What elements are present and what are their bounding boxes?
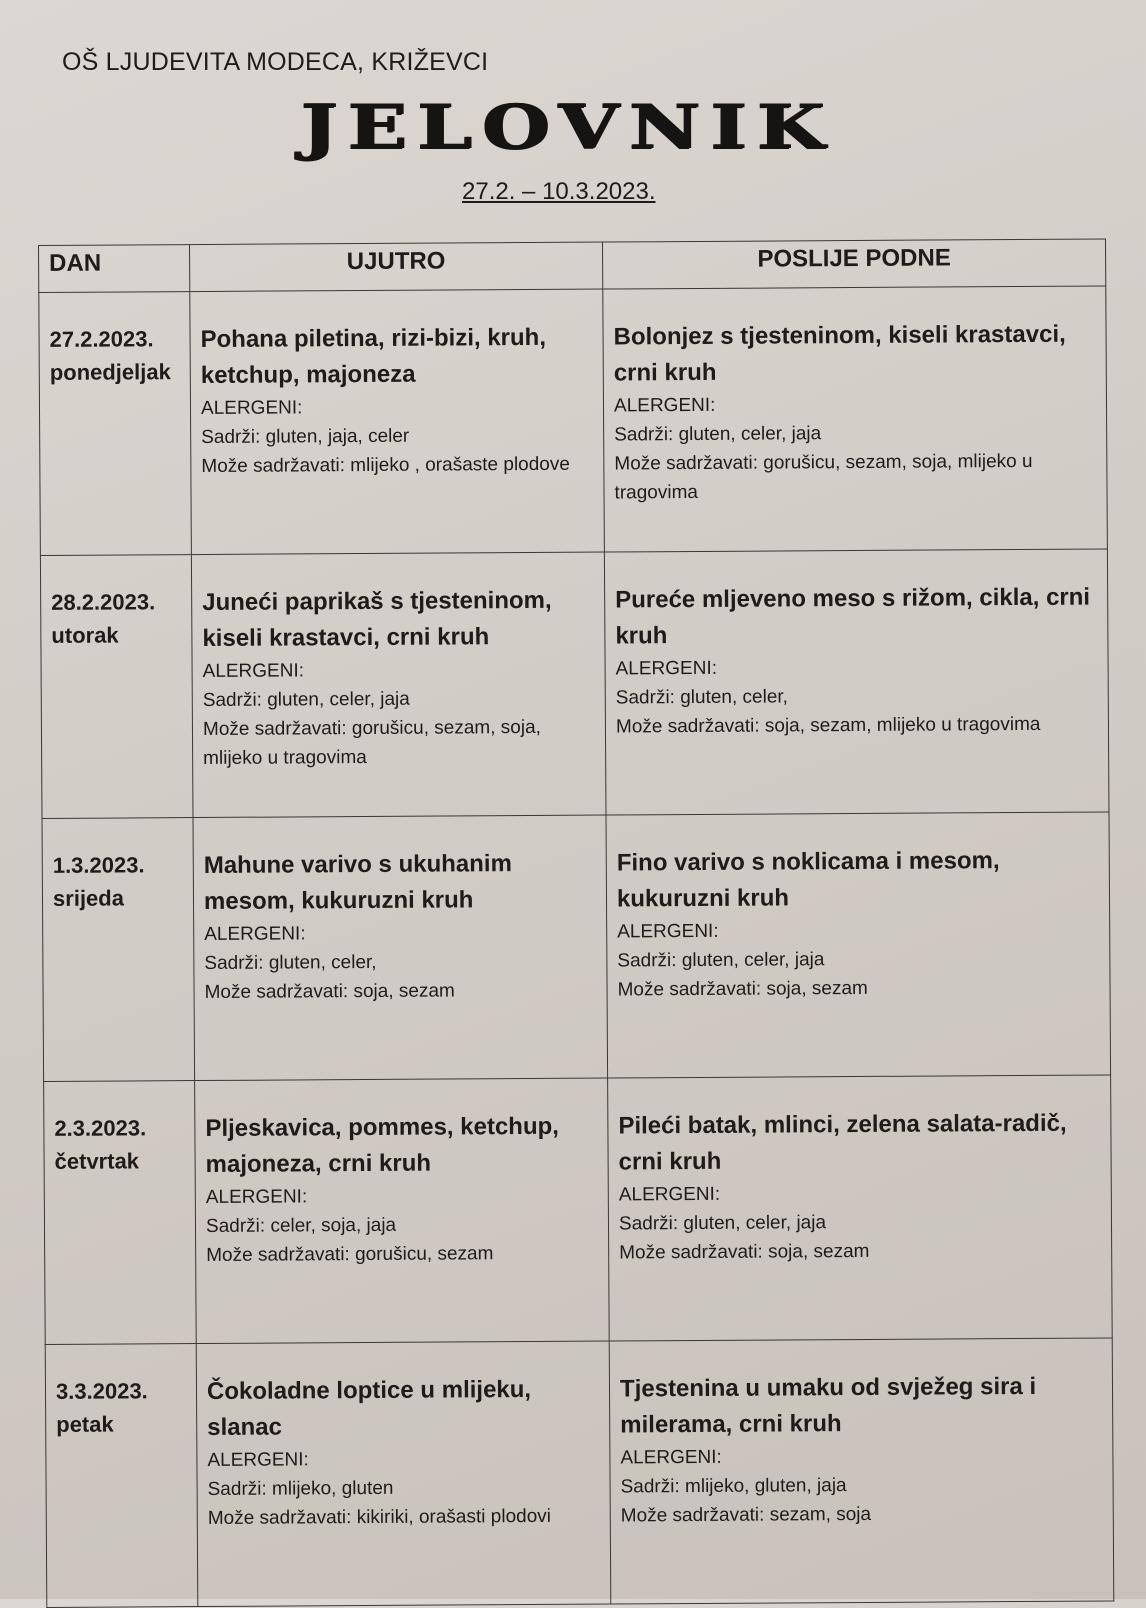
allergens-label: ALERGENI: <box>618 1183 721 1206</box>
day-cell <box>45 1344 198 1608</box>
allergens-label: ALERGENI: <box>205 1186 308 1208</box>
day-cell <box>44 1081 197 1345</box>
afternoon-cell <box>608 1075 1113 1341</box>
allergens-may-contain: Može sadržavati: sezam, soja <box>620 1503 872 1527</box>
allergens-may-contain: Može sadržavati: kikiriki, orašasti plodovi <box>207 1505 552 1529</box>
allergens-contains: Sadrži: mlijeko, gluten, jaja <box>620 1475 847 1498</box>
allergens-contains: Sadrži: celer, soja, jaja <box>205 1214 397 1237</box>
allergens-may-contain: Može sadržavati: soja, sezam <box>617 977 868 1001</box>
morning-cell <box>193 815 608 1081</box>
menu-period: 27.2. – 10.3.2023. <box>462 178 656 205</box>
page-title: JELOVNIK <box>300 92 834 163</box>
meal-name: Pureće mljeveno meso s rižom, cikla, crni kruh <box>615 583 1091 650</box>
allergens-contains: Sadrži: gluten, celer, jaja <box>617 949 825 972</box>
afternoon-cell <box>609 1338 1114 1604</box>
meal-name: Mahune varivo s ukuhanim mesom, kukuruzni kruh <box>203 850 512 915</box>
day-date: 2.3.2023. <box>54 1115 147 1141</box>
allergens-label: ALERGENI: <box>204 923 306 945</box>
afternoon-cell <box>606 812 1111 1078</box>
morning-cell <box>190 289 605 555</box>
allergens-label: ALERGENI: <box>617 920 719 943</box>
meal-name: Tjestenina u umaku od svježeg sira i milerama, crni kruh <box>619 1372 1037 1439</box>
allergens-label: ALERGENI: <box>200 397 303 420</box>
meal-name: Juneći paprikaš s tjesteninom, kiseli krastavci, crni kruh <box>202 586 552 653</box>
day-weekday: srijeda <box>52 885 125 911</box>
allergens-contains: Sadrži: gluten, celer, <box>204 951 377 974</box>
meal-name: Bolonjez s tjesteninom, kiseli krastavci, crni kruh <box>613 320 1066 387</box>
day-weekday: utorak <box>51 622 119 648</box>
allergens-contains: Sadrži: gluten, celer, <box>615 686 788 709</box>
meal-name: Pljeskavica, pommes, ketchup, majoneza, crni kruh <box>205 1112 559 1178</box>
table-row <box>42 812 1111 1082</box>
day-date: 1.3.2023. <box>52 852 145 878</box>
allergens-contains: Sadrži: gluten, celer, jaja <box>614 423 822 446</box>
afternoon-cell <box>603 286 1108 552</box>
allergens-contains: Sadrži: mlijeko, gluten <box>207 1477 394 1500</box>
allergens-label: ALERGENI: <box>207 1449 309 1471</box>
table-row <box>44 1075 1113 1345</box>
allergens-label: ALERGENI: <box>202 660 305 683</box>
table-row <box>39 286 1108 556</box>
allergens-may-contain: Može sadržavati: gorušicu, sezam <box>206 1243 494 1266</box>
allergens-label: ALERGENI: <box>615 657 718 680</box>
day-cell <box>39 292 192 556</box>
day-cell <box>40 555 193 819</box>
day-date: 27.2.2023. <box>49 326 154 352</box>
day-weekday: petak <box>56 1411 114 1437</box>
allergens-may-contain: Može sadržavati: mlijeko , orašaste plodove <box>201 453 570 478</box>
allergens-contains: Sadrži: gluten, celer, jaja <box>618 1212 827 1235</box>
allergens-label: ALERGENI: <box>620 1446 722 1469</box>
allergens-may-contain: Može sadržavati: soja, sezam <box>204 980 455 1003</box>
morning-cell <box>196 1341 611 1607</box>
allergens-may-contain: Može sadržavati: gorušicu, sezam, soja, mlijeko u tragovima <box>614 450 1033 504</box>
menu-table <box>38 238 1114 1607</box>
meal-name: Čokoladne loptice u mlijeku, slanac <box>206 1376 532 1441</box>
day-weekday: ponedjeljak <box>49 359 171 385</box>
meal-name: Fino varivo s noklicama i mesom, kukuruzni kruh <box>616 847 1000 913</box>
column-header-day: DAN <box>39 245 190 293</box>
allergens-may-contain: Može sadržavati: soja, sezam, mlijeko u tragovima <box>615 713 1041 738</box>
column-header-morning: UJUTRO <box>190 242 603 292</box>
morning-cell <box>191 552 606 818</box>
day-cell <box>42 818 195 1082</box>
table-row <box>40 549 1109 819</box>
allergens-label: ALERGENI: <box>613 394 716 417</box>
allergens-contains: Sadrži: gluten, jaja, celer <box>201 425 410 449</box>
allergens-may-contain: Može sadržavati: gorušicu, sezam, soja, mlijeko u tragovima <box>202 716 541 770</box>
day-weekday: četvrtak <box>54 1148 140 1174</box>
allergens-may-contain: Može sadržavati: soja, sezam <box>619 1240 870 1264</box>
school-name: OŠ LJUDEVITA MODECA, KRIŽEVCI <box>62 48 489 76</box>
table-row <box>45 1338 1114 1608</box>
day-date: 28.2.2023. <box>51 589 156 615</box>
meal-name: Pohana piletina, rizi-bizi, kruh, ketchup, majoneza <box>200 323 547 390</box>
morning-cell <box>195 1078 610 1344</box>
meal-name: Pileći batak, mlinci, zelena salata-radič, crni kruh <box>618 1109 1067 1176</box>
day-date: 3.3.2023. <box>55 1378 148 1404</box>
afternoon-cell <box>604 549 1109 815</box>
column-header-afternoon: POSLIJE PODNE <box>602 239 1105 289</box>
menu-header-row <box>39 239 1106 293</box>
allergens-contains: Sadrži: gluten, celer, jaja <box>202 688 410 712</box>
